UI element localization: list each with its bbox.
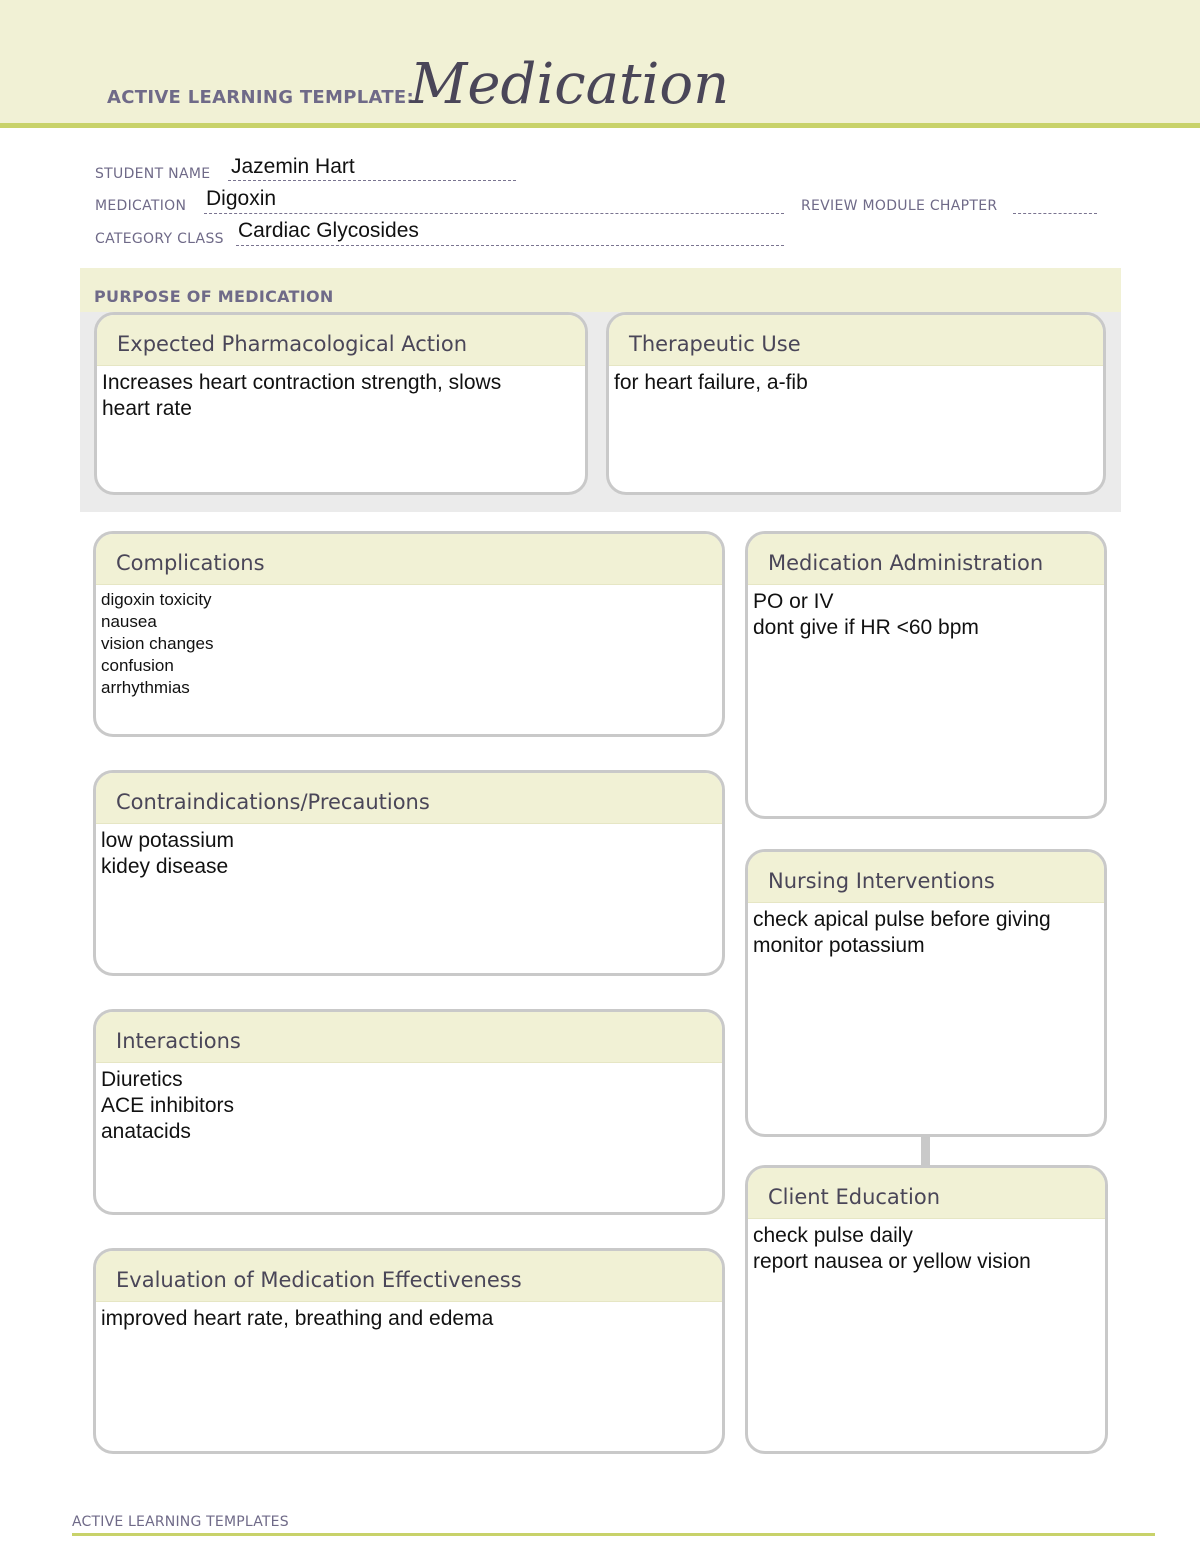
therapeutic-use-heading: Therapeutic Use bbox=[609, 315, 1103, 366]
expected-action-heading: Expected Pharmacological Action bbox=[97, 315, 585, 366]
header-rule bbox=[0, 123, 1200, 128]
review-module-underline bbox=[1013, 213, 1097, 214]
category-class-field[interactable]: Cardiac Glycosides bbox=[238, 219, 419, 242]
nursing-box bbox=[745, 849, 1107, 1137]
page-title: Medication bbox=[410, 52, 730, 117]
administration-text[interactable]: PO or IV dont give if HR <60 bpm bbox=[753, 590, 979, 639]
complications-heading: Complications bbox=[96, 534, 722, 585]
evaluation-heading: Evaluation of Medication Effectiveness bbox=[96, 1251, 722, 1302]
client-education-heading: Client Education bbox=[748, 1168, 1105, 1219]
therapeutic-use-text[interactable]: for heart failure, a-fib bbox=[614, 371, 808, 394]
student-name-field[interactable]: Jazemin Hart bbox=[231, 155, 355, 178]
student-name-label: STUDENT NAME bbox=[95, 166, 211, 182]
review-module-label: REVIEW MODULE CHAPTER bbox=[801, 198, 998, 214]
medication-label: MEDICATION bbox=[95, 198, 187, 214]
therapeutic-use-box bbox=[606, 312, 1106, 495]
student-name-underline bbox=[228, 180, 516, 181]
footer-rule bbox=[72, 1533, 1155, 1536]
interactions-heading: Interactions bbox=[96, 1012, 722, 1063]
interactions-box bbox=[93, 1009, 725, 1215]
contraindications-box bbox=[93, 770, 725, 976]
client-education-box bbox=[745, 1165, 1108, 1454]
complications-box bbox=[93, 531, 725, 737]
category-class-underline bbox=[236, 245, 784, 246]
expected-action-box bbox=[94, 312, 588, 495]
box-connector bbox=[921, 1134, 930, 1167]
contraindications-text[interactable]: low potassium kidey disease bbox=[101, 829, 235, 878]
interactions-text[interactable]: Diuretics ACE inhibitors anatacids bbox=[101, 1068, 235, 1143]
administration-heading: Medication Administration bbox=[748, 534, 1104, 585]
evaluation-text[interactable]: improved heart rate, breathing and edema bbox=[101, 1307, 494, 1330]
medication-field[interactable]: Digoxin bbox=[206, 187, 277, 210]
purpose-title: PURPOSE OF MEDICATION bbox=[94, 287, 334, 306]
contraindications-heading: Contraindications/Precautions bbox=[96, 773, 722, 824]
nursing-text[interactable]: check apical pulse before giving monitor potassium bbox=[753, 908, 1051, 957]
evaluation-box bbox=[93, 1248, 725, 1454]
footer-label: ACTIVE LEARNING TEMPLATES bbox=[72, 1514, 289, 1530]
nursing-heading: Nursing Interventions bbox=[748, 852, 1104, 903]
client-education-text[interactable]: check pulse daily report nausea or yellow vision bbox=[753, 1224, 1031, 1273]
complications-text[interactable]: digoxin toxicity nausea vision changes confusion arrhythmias bbox=[101, 590, 214, 697]
administration-box bbox=[745, 531, 1107, 819]
expected-action-text[interactable]: Increases heart contraction strength, slows heart rate bbox=[102, 371, 502, 420]
template-label: ACTIVE LEARNING TEMPLATE: bbox=[107, 87, 414, 108]
medication-underline bbox=[204, 213, 784, 214]
category-class-label: CATEGORY CLASS bbox=[95, 231, 224, 247]
